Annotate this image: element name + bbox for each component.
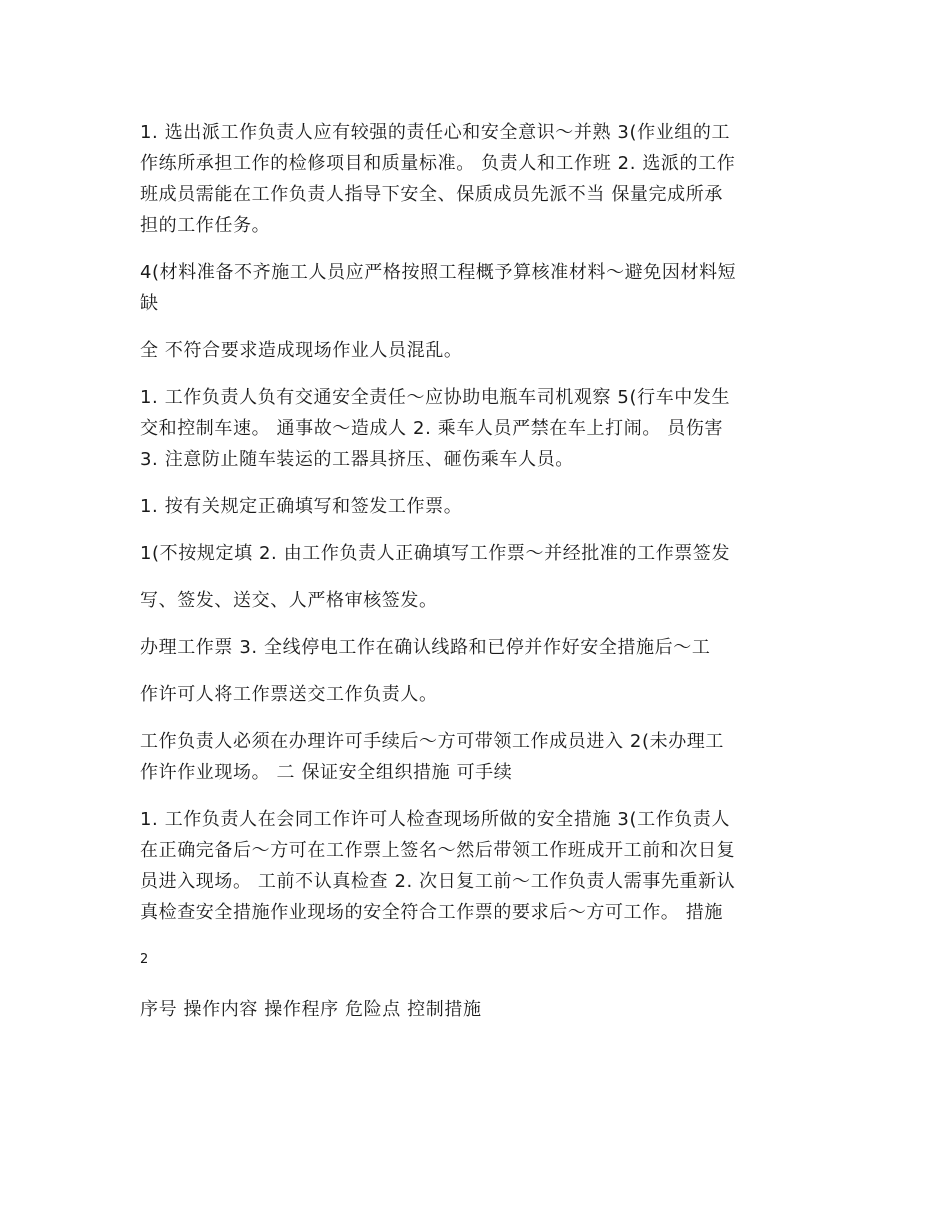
text-line: 全 不符合要求造成现场作业人员混乱。 xyxy=(140,340,463,361)
text-line: 1. 工作负责人负有交通安全责任～应协助电瓶车司机观察 5(行车中发生 xyxy=(140,387,731,408)
table-header-cell: 控制措施 xyxy=(407,999,482,1020)
text-line: 作许可人将工作票送交工作负责人。 xyxy=(140,684,438,705)
paragraph-6 xyxy=(140,538,820,569)
table-header-row xyxy=(140,994,820,1025)
text-line: 4(材料准备不齐施工人员应严格按照工程概予算核准材料～避免因材料短 xyxy=(140,262,737,283)
text-line: 交和控制车速。 通事故～造成人 2. 乘车人员严禁在车上打闹。 员伤害 xyxy=(140,418,724,439)
paragraph-10 xyxy=(140,726,820,788)
paragraph-4 xyxy=(140,382,820,475)
text-line: 员进入现场。 工前不认真检查 2. 次日复工前～工作负责人需事先重新认 xyxy=(140,871,736,892)
text-line: 在正确完备后～方可在工作票上签名～然后带领工作班成开工前和次日复 xyxy=(140,840,736,861)
paragraph-5 xyxy=(140,491,820,522)
text-line: 1(不按规定填 2. 由工作负责人正确填写工作票～并经批准的工作票签发 xyxy=(140,543,731,564)
document-page xyxy=(140,117,820,1025)
text-line: 班成员需能在工作负责人指导下安全、保质成员先派不当 保量完成所承 xyxy=(140,184,723,205)
page-number xyxy=(140,952,820,968)
paragraph-9 xyxy=(140,679,820,710)
text-line: 1. 选出派工作负责人应有较强的责任心和安全意识～并熟 3(作业组的工 xyxy=(140,122,731,143)
paragraph-8 xyxy=(140,632,820,663)
table-header-cell: 危险点 xyxy=(345,999,401,1020)
text-line: 作练所承担工作的检修项目和质量标准。 负责人和工作班 2. 选派的工作 xyxy=(140,153,736,174)
text-line: 办理工作票 3. 全线停电工作在确认线路和已停并作好安全措施后～工 xyxy=(140,637,711,658)
text-line: 写、签发、送交、人严格审核签发。 xyxy=(140,590,438,611)
text-line: 担的工作任务。 xyxy=(140,215,271,236)
paragraph-2 xyxy=(140,257,820,319)
text-line: 真检查安全措施作业现场的安全符合工作票的要求后～方可工作。 措施 xyxy=(140,902,723,923)
text-line: 3. 注意防止随车装运的工器具挤压、砸伤乘车人员。 xyxy=(140,449,574,470)
paragraph-3 xyxy=(140,335,820,366)
paragraph-11 xyxy=(140,804,820,928)
paragraph-1 xyxy=(140,117,820,241)
page-number-text: 2 xyxy=(140,952,149,967)
paragraph-7 xyxy=(140,585,820,616)
text-line: 缺 xyxy=(140,293,159,314)
text-line: 工作负责人必须在办理许可手续后～方可带领工作成员进入 2(未办理工 xyxy=(140,731,724,752)
text-line: 1. 工作负责人在会同工作许可人检查现场所做的安全措施 3(工作负责人 xyxy=(140,809,731,830)
text-line: 作许作业现场。 二 保证安全组织措施 可手续 xyxy=(140,762,513,783)
text-line: 1. 按有关规定正确填写和签发工作票。 xyxy=(140,496,463,517)
table-header-cell: 序号 xyxy=(140,999,178,1020)
table-header-cell: 操作内容 xyxy=(183,999,258,1020)
table-header-cell: 操作程序 xyxy=(264,999,339,1020)
